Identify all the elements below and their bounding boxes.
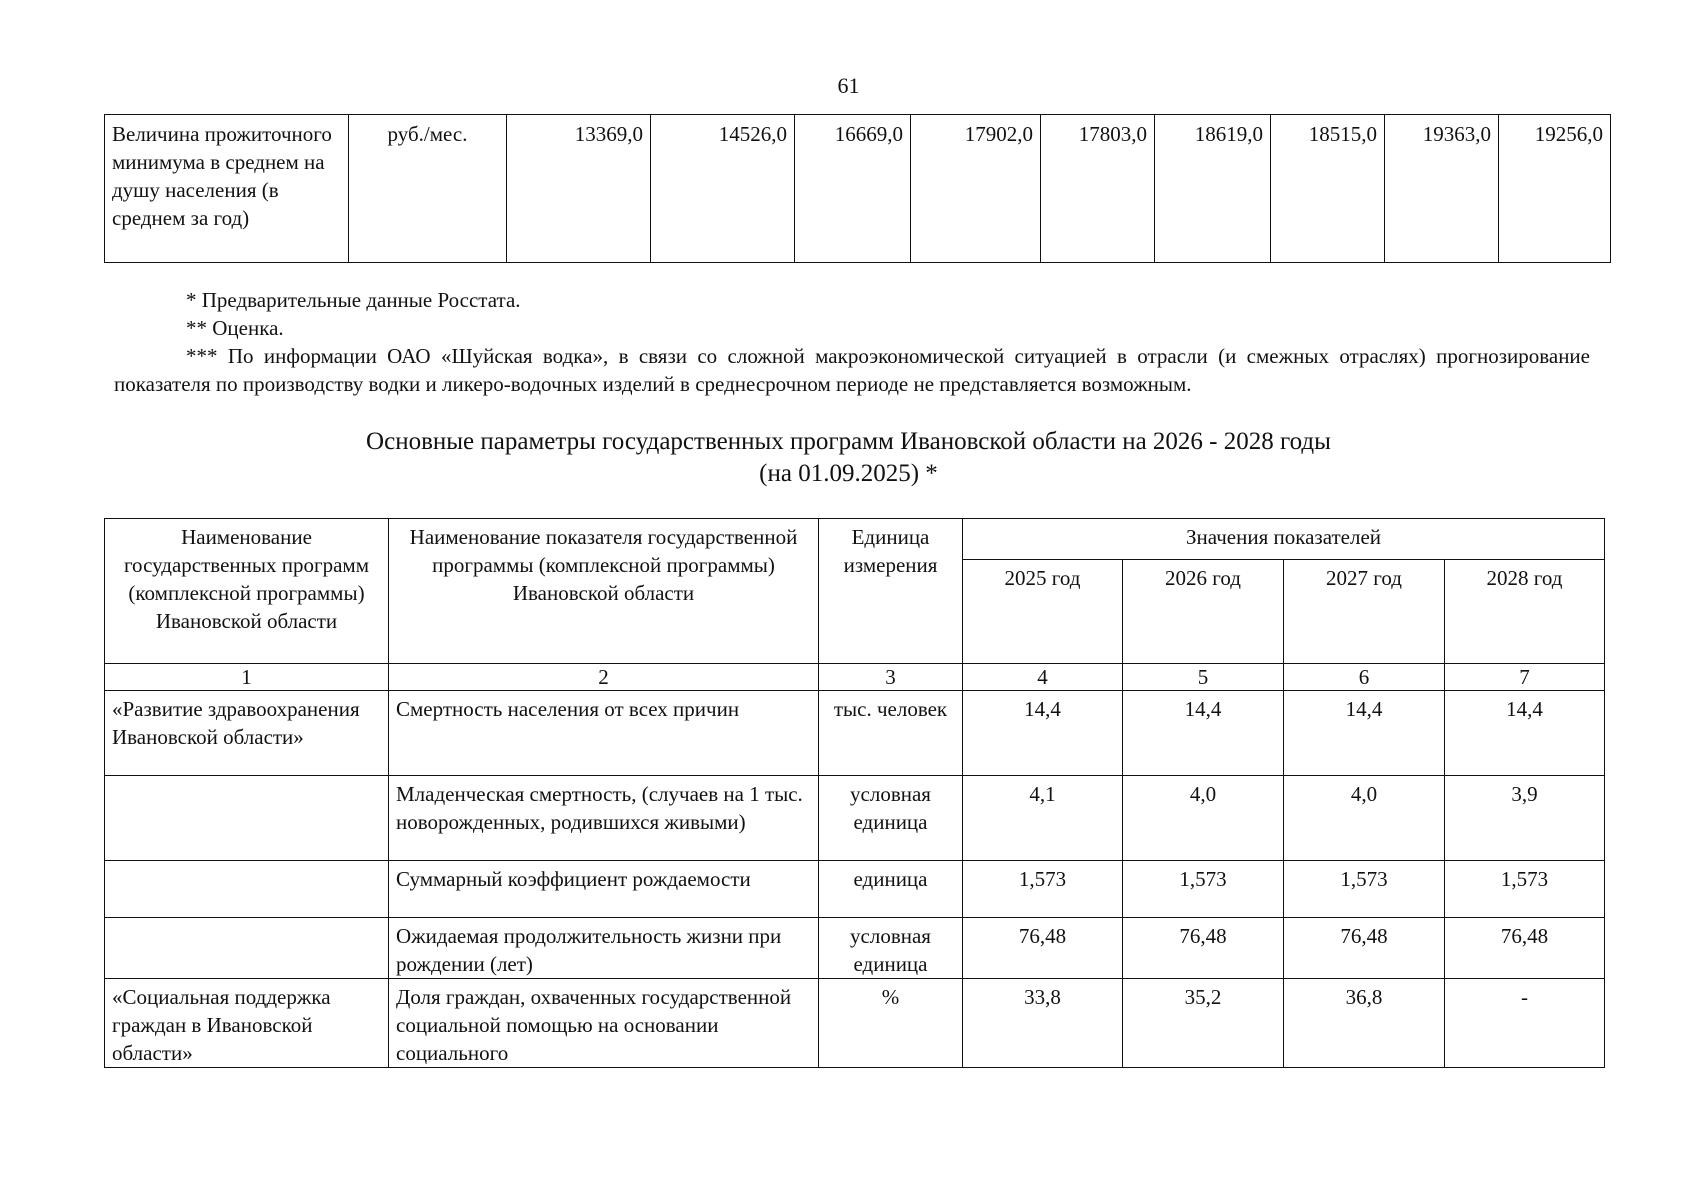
table-row: [105, 979, 1605, 1068]
unit-cell: руб./мес.: [349, 115, 507, 263]
footnote: *** По информации ОАО «Шуйская водка», в связи со сложной макроэкономической ситуацией в отрасли (и смежных отраслях) прогнозирование показателя по производству водки и ликеро-водочных изделий в среднесрочном периоде не представляется возможным.: [114, 344, 1590, 396]
unit-cell: тыс. человек: [819, 691, 963, 776]
title-line: Основные параметры государственных программ Ивановской области на 2026 - 2028 годы: [366, 428, 1331, 455]
header-year: 2028 год: [1445, 560, 1605, 664]
page-number: 61: [837, 73, 860, 98]
subsistence-table: [104, 114, 1611, 263]
value-cell: 17803,0: [1041, 115, 1155, 263]
value-cell: 76,48: [1123, 918, 1284, 979]
table-row: [105, 115, 1611, 263]
column-number: 6: [1284, 664, 1445, 691]
header-unit: Единица измерения: [819, 519, 963, 664]
unit-cell: единица: [819, 861, 963, 918]
title-line: (на 01.09.2025) *: [759, 460, 938, 487]
value-cell: 13369,0: [507, 115, 651, 263]
value-cell: 1,573: [1445, 861, 1605, 918]
header-year: 2027 год: [1284, 560, 1445, 664]
header-indicator: Наименование показателя государственной программы (комплексной программы) Ивановской области: [389, 519, 819, 664]
indicator-cell: Суммарный коэффициент рождаемости: [389, 861, 819, 918]
value-cell: 18619,0: [1155, 115, 1271, 263]
footnote: * Предварительные данные Росстата.: [186, 288, 521, 312]
table-row: [105, 918, 1605, 979]
value-cell: 3,9: [1445, 776, 1605, 861]
value-cell: 76,48: [963, 918, 1123, 979]
value-cell: 1,573: [963, 861, 1123, 918]
value-cell: 1,573: [1284, 861, 1445, 918]
indicator-cell: Смертность населения от всех причин: [389, 691, 819, 776]
value-cell: 16669,0: [795, 115, 911, 263]
program-cell: «Развитие здравоохранения Ивановской области»: [105, 691, 389, 776]
value-cell: 19363,0: [1385, 115, 1499, 263]
unit-cell: условная единица: [819, 776, 963, 861]
table-row: [105, 691, 1605, 776]
unit-cell: %: [819, 979, 963, 1068]
program-cell: [105, 918, 389, 979]
program-cell: [105, 861, 389, 918]
indicator-cell: Доля граждан, охваченных государственной социальной помощью на основании социального: [389, 979, 819, 1068]
value-cell: 1,573: [1123, 861, 1284, 918]
footnotes: [114, 286, 1590, 398]
value-cell: 4,1: [963, 776, 1123, 861]
value-cell: 4,0: [1284, 776, 1445, 861]
indicator-cell: Младенческая смертность, (случаев на 1 тыс. новорожденных, родившихся живыми): [389, 776, 819, 861]
program-cell: «Социальная поддержка граждан в Ивановской области»: [105, 979, 389, 1068]
column-number: 5: [1123, 664, 1284, 691]
programs-table: [104, 518, 1605, 1068]
column-number-row: [105, 664, 1605, 691]
value-cell: 36,8: [1284, 979, 1445, 1068]
table-row: [105, 776, 1605, 861]
value-cell: 33,8: [963, 979, 1123, 1068]
column-number: 7: [1445, 664, 1605, 691]
column-number: 2: [389, 664, 819, 691]
footnote: ** Оценка.: [186, 316, 284, 340]
value-cell: 18515,0: [1271, 115, 1385, 263]
value-cell: 35,2: [1123, 979, 1284, 1068]
value-cell: 19256,0: [1499, 115, 1611, 263]
header-year: 2025 год: [963, 560, 1123, 664]
value-cell: 4,0: [1123, 776, 1284, 861]
header-program: Наименование государственных программ (комплексной программы) Ивановской области: [105, 519, 389, 664]
table-row: [105, 861, 1605, 918]
value-cell: 14526,0: [651, 115, 795, 263]
section-title: [0, 426, 1697, 490]
value-cell: 14,4: [963, 691, 1123, 776]
column-number: 3: [819, 664, 963, 691]
value-cell: 76,48: [1284, 918, 1445, 979]
header-year: 2026 год: [1123, 560, 1284, 664]
value-cell: 14,4: [1445, 691, 1605, 776]
value-cell: -: [1445, 979, 1605, 1068]
program-cell: [105, 776, 389, 861]
indicator-cell: Ожидаемая продолжительность жизни при рождении (лет): [389, 918, 819, 979]
column-number: 1: [105, 664, 389, 691]
value-cell: 14,4: [1123, 691, 1284, 776]
column-number: 4: [963, 664, 1123, 691]
header-row: [105, 519, 1605, 560]
header-values-group: Значения показателей: [963, 519, 1605, 560]
value-cell: 14,4: [1284, 691, 1445, 776]
unit-cell: условная единица: [819, 918, 963, 979]
value-cell: 76,48: [1445, 918, 1605, 979]
indicator-label: Величина прожиточного минимума в среднем на душу населения (в среднем за год): [105, 115, 349, 263]
value-cell: 17902,0: [911, 115, 1041, 263]
